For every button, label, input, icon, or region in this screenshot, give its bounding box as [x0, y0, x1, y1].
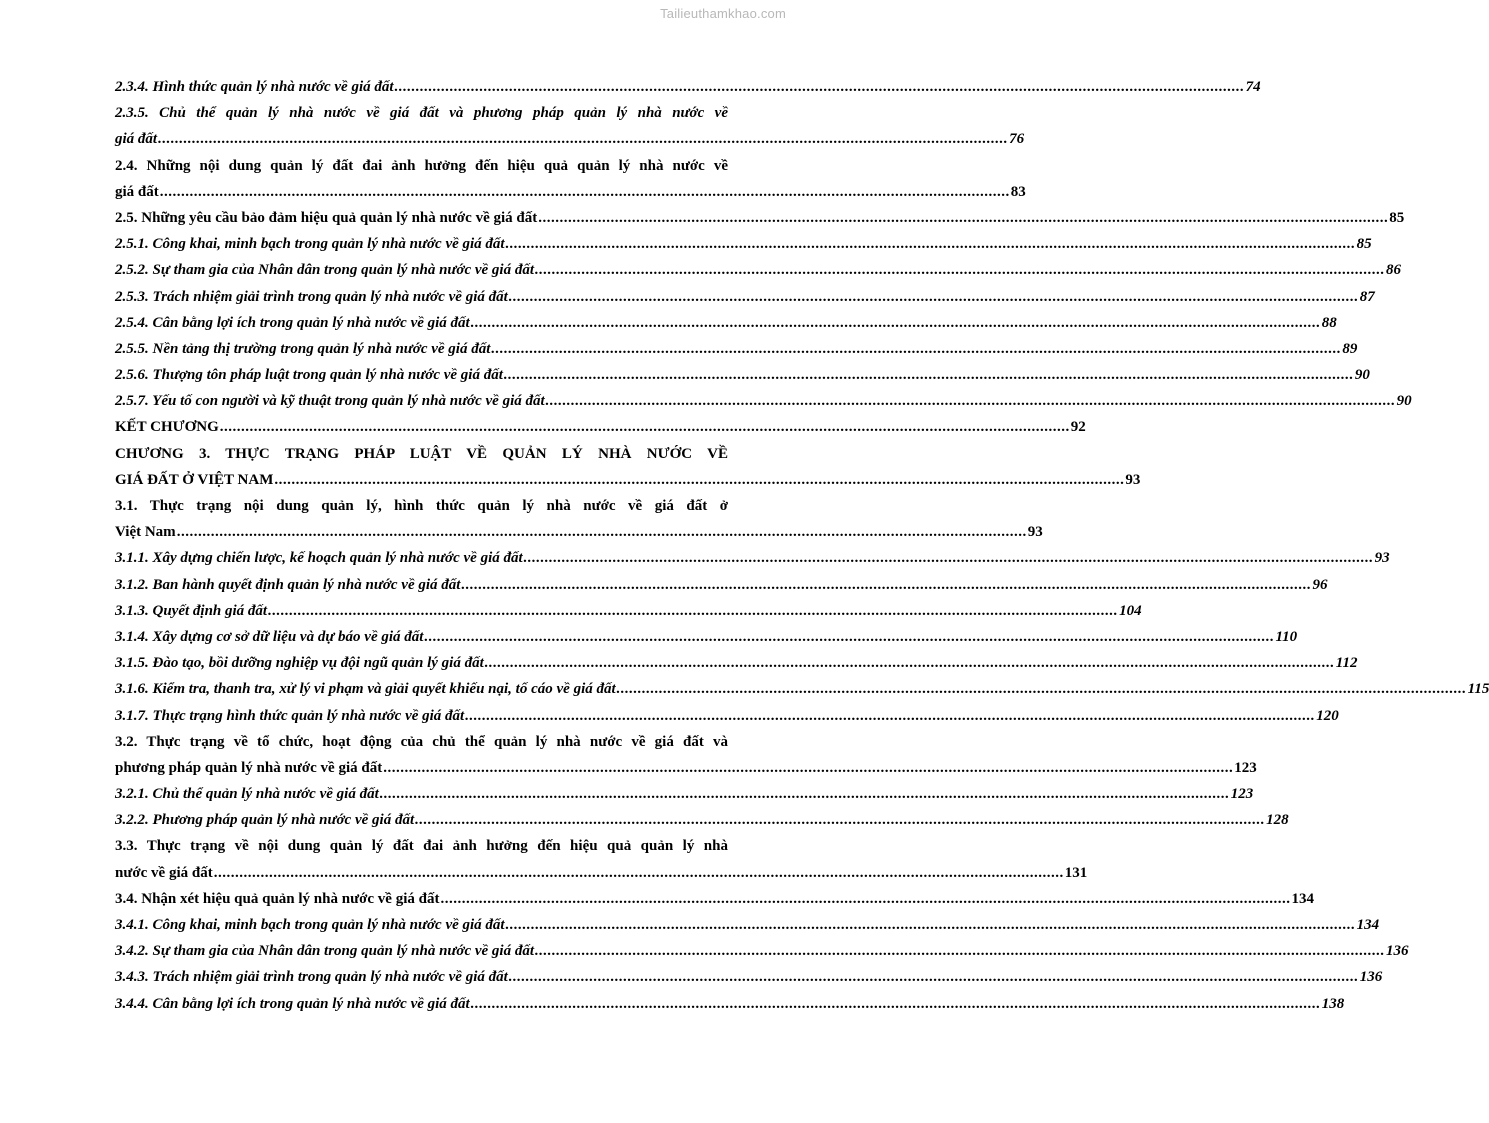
dot-leader [383, 755, 1233, 781]
toc-entry-row [115, 807, 1289, 833]
toc-entry[interactable] [115, 205, 1405, 231]
dot-leader [524, 545, 1374, 571]
toc-entry-title: Việt Nam [115, 524, 176, 541]
toc-entry-row [115, 336, 1358, 362]
toc-entry-page-number: 128 [1266, 812, 1289, 829]
toc-entry-row [115, 598, 1142, 624]
toc-entry-row [115, 126, 1025, 152]
toc-entry-title: 2.5.1. Công khai, minh bạch trong quản lý nhà nước về giá đất [115, 236, 505, 253]
toc-entry-page-number: 88 [1321, 314, 1337, 331]
dot-leader [424, 624, 1274, 650]
toc-entry[interactable] [115, 781, 1254, 807]
toc-entry[interactable] [115, 703, 1339, 729]
toc-entry[interactable] [115, 938, 1409, 964]
dot-leader [538, 205, 1388, 231]
toc-entry-title: GIÁ ĐẤT Ở VIỆT NAM [115, 471, 274, 488]
toc-entry-row [115, 860, 1088, 886]
toc-entry-title: 3.2.1. Chủ thể quản lý nhà nước về giá đất [115, 786, 379, 803]
toc-entry-title: 3.4.2. Sự tham gia của Nhân dân trong quản lý nhà nước về giá đất [115, 943, 535, 960]
toc-entry[interactable] [115, 545, 1390, 571]
toc-entry-page-number: 123 [1230, 786, 1254, 803]
toc-entry-title: 2.5.5. Nền tảng thị trường trong quản lý nhà nước về giá đất [115, 340, 491, 357]
toc-entry-page-number: 120 [1316, 707, 1339, 724]
toc-entry-page-number: 104 [1119, 602, 1142, 619]
toc-entry-page-number: 110 [1275, 628, 1298, 645]
toc-entry-title: 3.1.4. Xây dựng cơ sở dữ liệu và dự báo về giá đất [115, 628, 424, 645]
toc-entry-page-number: 93 [1374, 550, 1390, 567]
toc-entry[interactable] [115, 257, 1402, 283]
toc-entry-page-number: 134 [1291, 890, 1314, 907]
toc-entry-title-line: 2.4. Những nội dung quản lý đất đai ảnh hưởng đến hiệu quả quản lý nhà nước về [115, 157, 728, 174]
dot-leader [380, 781, 1230, 807]
toc-entry[interactable] [115, 598, 1142, 624]
toc-entry[interactable] [115, 964, 1383, 990]
toc-entry-row [115, 467, 1141, 493]
toc-entry-row [115, 703, 1339, 729]
toc-entry-title: 3.4.4. Cân bằng lợi ích trong quản lý nhà nước về giá đất [115, 995, 470, 1012]
toc-entry-row [115, 179, 1026, 205]
toc-entry-page-number: 131 [1064, 864, 1088, 881]
dot-leader [274, 467, 1124, 493]
toc-entry[interactable] [115, 362, 1370, 388]
toc-entry-title: 3.1.3. Quyết định giá đất [115, 602, 268, 619]
toc-entry-title: 2.5.6. Thượng tôn pháp luật trong quản lý nhà nước về giá đất [115, 367, 503, 384]
dot-leader [415, 807, 1265, 833]
dot-leader [535, 257, 1385, 283]
toc-entry[interactable] [115, 231, 1372, 257]
toc-entry-title: nước về giá đất [115, 864, 213, 881]
toc-entry-page-number: 86 [1386, 262, 1402, 279]
toc-entry-row [115, 572, 1328, 598]
dot-leader [177, 519, 1027, 545]
dot-leader [491, 336, 1341, 362]
toc-entry-row [115, 205, 1405, 231]
toc-entry-title: giá đất [115, 183, 159, 200]
toc-entry-title-line: 2.3.5. Chủ thể quản lý nhà nước về giá đất và phương pháp quản lý nhà nước về [115, 105, 728, 122]
toc-entry-page-number: 90 [1396, 393, 1412, 410]
toc-entry[interactable] [115, 650, 1358, 676]
toc-entry-row [115, 388, 1412, 414]
toc-entry-row [115, 886, 1314, 912]
toc-entry[interactable] [115, 676, 1489, 702]
dot-leader [506, 231, 1356, 257]
dot-leader [395, 74, 1245, 100]
toc-entry-page-number: 115 [1467, 681, 1489, 698]
dot-leader [509, 964, 1359, 990]
toc-entry[interactable] [115, 886, 1314, 912]
toc-entry[interactable] [115, 100, 1025, 152]
toc-entry-title: 2.5.2. Sự tham gia của Nhân dân trong quản lý nhà nước về giá đất [115, 262, 535, 279]
toc-entry-page-number: 136 [1386, 943, 1409, 960]
dot-leader [160, 179, 1010, 205]
toc-entry-page-number: 93 [1027, 524, 1043, 541]
toc-entry[interactable] [115, 74, 1261, 100]
watermark-text: Tailieuthamkhao.com [660, 6, 786, 21]
toc-entry-title: 3.4.3. Trách nhiệm giải trình trong quản lý nhà nước về giá đất [115, 969, 508, 986]
toc-entry-title: 2.5.4. Cân bằng lợi ích trong quản lý nhà nước về giá đất [115, 314, 470, 331]
toc-entry-page-number: 83 [1010, 183, 1026, 200]
toc-entry-title: 3.1.5. Đào tạo, bồi dưỡng nghiệp vụ đội ngũ quản lý giá đất [115, 655, 484, 672]
toc-entry-title: 2.5.3. Trách nhiệm giải trình trong quản lý nhà nước về giá đất [115, 288, 508, 305]
toc-entry-title: 2.5. Những yêu cầu bảo đảm hiệu quả quản lý nhà nước về giá đất [115, 209, 538, 226]
toc-entry-page-number: 92 [1070, 419, 1086, 436]
toc-entry[interactable] [115, 310, 1337, 336]
toc-entry-page-number: 76 [1009, 131, 1025, 148]
toc-entry[interactable] [115, 284, 1375, 310]
toc-entry[interactable] [115, 153, 1026, 205]
dot-leader [546, 388, 1396, 414]
toc-entry[interactable] [115, 833, 1088, 885]
toc-entry-page-number: 93 [1125, 471, 1141, 488]
dot-leader [471, 310, 1321, 336]
toc-entry-title: 3.4.1. Công khai, minh bạch trong quản lý nhà nước về giá đất [115, 917, 505, 933]
dot-leader [471, 991, 1321, 1017]
toc-entry[interactable] [115, 912, 1380, 938]
dot-leader [506, 912, 1356, 938]
toc-entry-page-number: 85 [1356, 236, 1372, 253]
toc-entry-page-number: 90 [1354, 367, 1370, 384]
toc-entry-row [115, 231, 1372, 257]
toc-entry-row [115, 912, 1380, 938]
toc-entry-page-number: 136 [1359, 969, 1383, 986]
toc-entry-row [115, 519, 1043, 545]
toc-entry[interactable] [115, 493, 1043, 545]
toc-entry-row [115, 755, 1257, 781]
toc-entry[interactable] [115, 729, 1257, 781]
toc-entry[interactable] [115, 807, 1289, 833]
toc-entry-row [115, 676, 1489, 702]
toc-entry-title: 3.1.6. Kiểm tra, thanh tra, xử lý vi phạm và giải quyết khiếu nại, tố cáo về giá đất [115, 681, 616, 698]
toc-entry-title: 3.1.7. Thực trạng hình thức quản lý nhà nước về giá đất [115, 707, 465, 724]
toc-entry-row [115, 414, 1086, 440]
toc-entry-title: KẾT CHƯƠNG [115, 419, 219, 436]
toc-entry-title-line: 3.2. Thực trạng về tổ chức, hoạt động của chủ thể quản lý nhà nước về giá đất và [115, 733, 728, 750]
toc-entry-title-line: CHƯƠNG 3. THỰC TRẠNG PHÁP LUẬT VỀ QUẢN LÝ NHÀ NƯỚC VỀ [115, 445, 728, 462]
dot-leader [220, 414, 1070, 440]
toc-entry-row [115, 545, 1390, 571]
toc-entry-title: 3.4. Nhận xét hiệu quả quản lý nhà nước về giá đất [115, 890, 440, 907]
toc-entry-page-number: 96 [1312, 576, 1328, 593]
dot-leader [465, 703, 1315, 729]
dot-leader [485, 650, 1335, 676]
toc-entry-title-line: 3.3. Thực trạng về nội dung quản lý đất đai ảnh hưởng đến hiệu quả quản lý nhà [115, 838, 728, 855]
toc-entry-title: 3.1.2. Ban hành quyết định quản lý nhà nước về giá đất [115, 576, 461, 593]
toc-entry-title: 2.5.7. Yếu tố con người và kỹ thuật trong quản lý nhà nước về giá đất [115, 393, 545, 410]
toc-entry-page-number: 89 [1342, 340, 1358, 357]
toc-entry[interactable] [115, 572, 1328, 598]
dot-leader [268, 598, 1118, 624]
toc-entry-title: 2.3.4. Hình thức quản lý nhà nước về giá đất [115, 79, 394, 95]
toc-entry-title-line: 3.1. Thực trạng nội dung quản lý, hình thức quản lý nhà nước về giá đất ở [115, 498, 728, 514]
toc-entry-title: 3.1.1. Xây dựng chiến lược, kế hoạch quản lý nhà nước về giá đất [115, 550, 523, 567]
toc-entry-row [115, 781, 1254, 807]
dot-leader [461, 572, 1311, 598]
toc-entry-row [115, 624, 1298, 650]
toc-entry-row [115, 284, 1375, 310]
toc-entry-row [115, 362, 1370, 388]
toc-entry-title: 3.2.2. Phương pháp quản lý nhà nước về giá đất [115, 812, 415, 829]
toc-entry-page-number: 112 [1335, 655, 1358, 672]
toc-entry-page-number: 74 [1245, 79, 1261, 95]
toc-entry-title: giá đất [115, 131, 158, 148]
dot-leader [158, 126, 1008, 152]
dot-leader [535, 938, 1385, 964]
toc-entry[interactable] [115, 414, 1086, 440]
toc-entry-row [115, 74, 1261, 100]
dot-leader [440, 886, 1290, 912]
toc-entry-row [115, 257, 1402, 283]
toc-entry[interactable] [115, 336, 1358, 362]
toc-entry-row [115, 991, 1345, 1017]
toc-entry-row [115, 938, 1409, 964]
toc-entry-row [115, 964, 1383, 990]
toc-entry[interactable] [115, 991, 1345, 1017]
toc-entry[interactable] [115, 388, 1412, 414]
toc-entry-page-number: 85 [1389, 209, 1405, 226]
toc-entry-row [115, 650, 1358, 676]
dot-leader [617, 676, 1467, 702]
toc-entry-row [115, 310, 1337, 336]
toc-entry[interactable] [115, 624, 1298, 650]
toc-entry[interactable] [115, 441, 1141, 493]
dot-leader [509, 284, 1359, 310]
dot-leader [504, 362, 1354, 388]
toc-entry-page-number: 87 [1359, 288, 1375, 305]
dot-leader [214, 860, 1064, 886]
toc-entry-title: phương pháp quản lý nhà nước về giá đất [115, 759, 383, 776]
toc-entry-page-number: 134 [1356, 917, 1380, 933]
table-of-contents [115, 74, 1489, 1017]
toc-entry-page-number: 138 [1321, 995, 1345, 1012]
toc-entry-page-number: 123 [1234, 759, 1257, 776]
